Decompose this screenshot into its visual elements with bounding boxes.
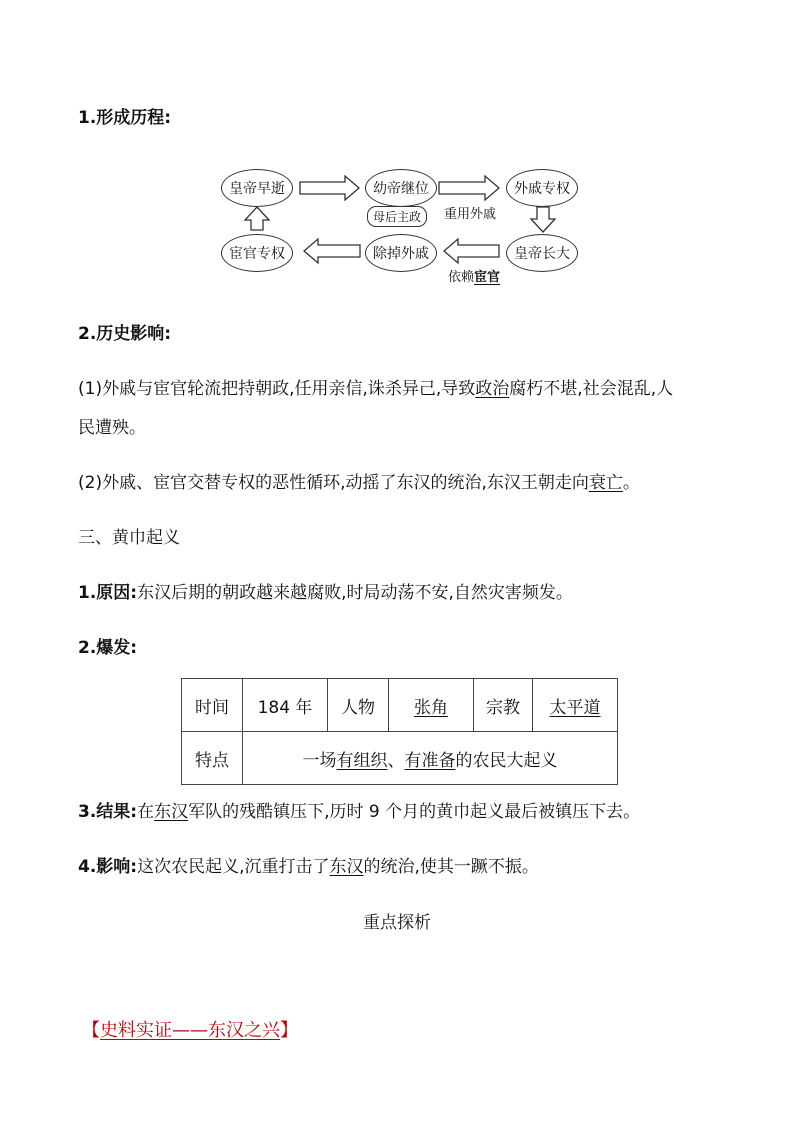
cell-time-label: 时间 xyxy=(182,679,243,732)
influence-paragraph-2 xyxy=(78,471,640,495)
node-label: 外戚专权 xyxy=(514,181,570,197)
evidence-heading xyxy=(82,1018,298,1044)
cell-feature-label: 特点 xyxy=(182,732,243,785)
arrow-up xyxy=(245,207,269,230)
label-rely-eunuch xyxy=(448,266,500,285)
node-eunuch-power xyxy=(221,234,293,272)
answer-underlined: 政治 xyxy=(475,379,510,399)
bracket-close: 】 xyxy=(280,1020,298,1041)
arrow-right-1 xyxy=(300,176,359,200)
text: (2)外戚、宦官交替专权的恶性循环,动摇了东汉的统治,东汉王朝走向 xyxy=(78,473,589,493)
text: 这次农民起义,沉重打击了 xyxy=(137,857,330,877)
influence-paragraph-1-line-1 xyxy=(78,377,673,401)
section-number: 1. xyxy=(78,108,97,128)
node-consort-power xyxy=(506,169,578,207)
node-child-emperor xyxy=(365,169,437,207)
cell-religion-value xyxy=(533,679,618,732)
node-remove-consort xyxy=(365,234,437,272)
arrow-down xyxy=(531,207,555,232)
impact-line xyxy=(78,855,539,879)
cell-person-label: 人物 xyxy=(328,679,389,732)
cell-religion-label: 宗教 xyxy=(474,679,533,732)
answer-underlined: 有准备 xyxy=(404,750,456,771)
node-label: 幼帝继位 xyxy=(373,181,429,197)
text: 腐朽不堪,社会混乱,人 xyxy=(509,379,674,399)
answer-underlined: 太平道 xyxy=(549,697,601,718)
cell-person-value xyxy=(389,679,474,732)
arrow-left-2 xyxy=(304,239,360,263)
text: (1)外戚与宦官轮流把持朝政,任用亲信,诛杀异己,导致 xyxy=(78,379,476,399)
text: 在 xyxy=(137,802,155,822)
evidence-title: 史料实证——东汉之兴 xyxy=(100,1020,280,1041)
node-label: 皇帝长大 xyxy=(514,246,570,262)
section-heading-influence xyxy=(78,322,171,346)
answer-underlined: 东汉 xyxy=(154,802,189,822)
table-row xyxy=(182,679,618,732)
label-rely-consort: 重用外戚 xyxy=(444,207,497,222)
item-label: 1.原因: xyxy=(78,583,138,603)
text: 。 xyxy=(622,473,640,493)
table-row xyxy=(182,732,618,785)
item-label: 4.影响: xyxy=(78,857,138,877)
node-label: 皇帝早逝 xyxy=(229,181,285,197)
node-emperor-grows xyxy=(506,234,578,272)
arrow-right-2 xyxy=(439,176,499,200)
item-label: 3.结果: xyxy=(78,802,138,822)
heading-yellow-turban: 三、黄巾起义 xyxy=(78,528,180,548)
item-text: 东汉后期的朝政越来越腐败,时局动荡不安,自然灾害频发。 xyxy=(137,583,573,603)
label-empress-dowager: 母后主政 xyxy=(367,206,427,227)
node-label: 除掉外戚 xyxy=(373,246,429,262)
section-number: 2. xyxy=(78,324,97,344)
answer-underlined: 衰亡 xyxy=(588,473,623,493)
outbreak-heading: 2.爆发: xyxy=(78,638,138,658)
section-title: 形成历程 xyxy=(96,108,165,128)
text: 军队的残酷镇压下,历时 9 个月的黄巾起义最后被镇压下去。 xyxy=(188,802,641,822)
node-emperor-dies xyxy=(221,169,293,207)
section-colon: : xyxy=(164,324,172,344)
outbreak-table xyxy=(181,678,618,785)
cause-line xyxy=(78,581,573,605)
answer-underlined: 张角 xyxy=(414,697,448,718)
answer-underlined: 东汉 xyxy=(329,857,364,877)
influence-paragraph-1-line-2: 民遭殃。 xyxy=(78,418,146,438)
text: 的统治,使其一蹶不振。 xyxy=(363,857,539,877)
text: 、 xyxy=(387,750,405,771)
formation-cycle-diagram xyxy=(0,0,794,300)
arrow-left-1 xyxy=(444,239,499,263)
result-line xyxy=(78,800,640,824)
node-label: 宦官专权 xyxy=(229,246,285,262)
label-eunuch-underlined: 宦官 xyxy=(474,270,501,285)
section-title: 历史影响 xyxy=(96,324,165,344)
section-colon: : xyxy=(164,108,172,128)
bracket-open: 【 xyxy=(82,1020,100,1041)
cell-time-value: 184 年 xyxy=(243,679,328,732)
cell-feature-value xyxy=(243,732,618,785)
label-prefix: 依赖 xyxy=(448,270,475,285)
answer-underlined: 有组织 xyxy=(336,750,388,771)
focus-title: 重点探析 xyxy=(363,913,431,933)
text: 的农民大起义 xyxy=(455,750,558,771)
text: 一场 xyxy=(302,750,337,771)
